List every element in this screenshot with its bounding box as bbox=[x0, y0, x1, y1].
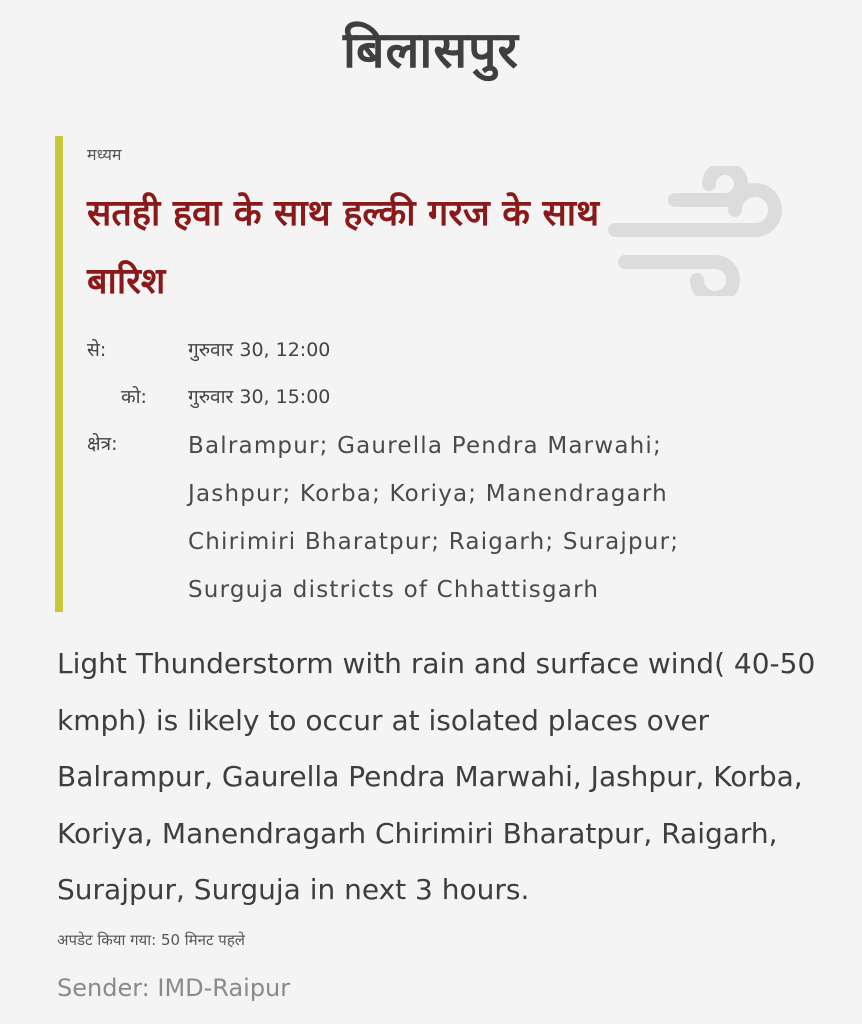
severity-accent-bar bbox=[55, 136, 63, 612]
alert-card bbox=[55, 136, 815, 612]
to-value: गुरुवार 30, 15:00 bbox=[188, 386, 331, 408]
city-title: बिलासपुर bbox=[343, 21, 519, 79]
area-value: Balrampur; Gaurella Pendra Marwahi; Jashpur; Korba; Koriya; Manendragarh Chirimiri Bharatpur; Raigarh; Surajpur; Surguja districts of Chhattisgarh bbox=[188, 433, 680, 603]
sender-info: Sender: IMD-Raipur bbox=[57, 974, 291, 1002]
from-value: गुरुवार 30, 12:00 bbox=[188, 339, 331, 361]
severity-label: मध्यम bbox=[87, 145, 122, 164]
to-label: को: bbox=[121, 386, 147, 408]
from-label: से: bbox=[87, 339, 107, 361]
wind-icon bbox=[605, 166, 795, 296]
area-label: क्षेत्र: bbox=[87, 433, 118, 455]
alert-description: Light Thunderstorm with rain and surface wind( 40-50 kmph) is likely to occur at isolated places over Balrampur, Gaurella Pendra Marwahi, Jashpur, Korba, Koriya, Manendragarh Chirimiri Bharatpur, Raigarh, Surajpur, Surguja in next 3 hours. bbox=[57, 647, 816, 906]
updated-time: अपडेट किया गया: 50 मिनट पहले bbox=[57, 931, 245, 949]
alert-headline: सतही हवा के साथ हल्की गरज के साथ बारिश bbox=[87, 193, 600, 302]
